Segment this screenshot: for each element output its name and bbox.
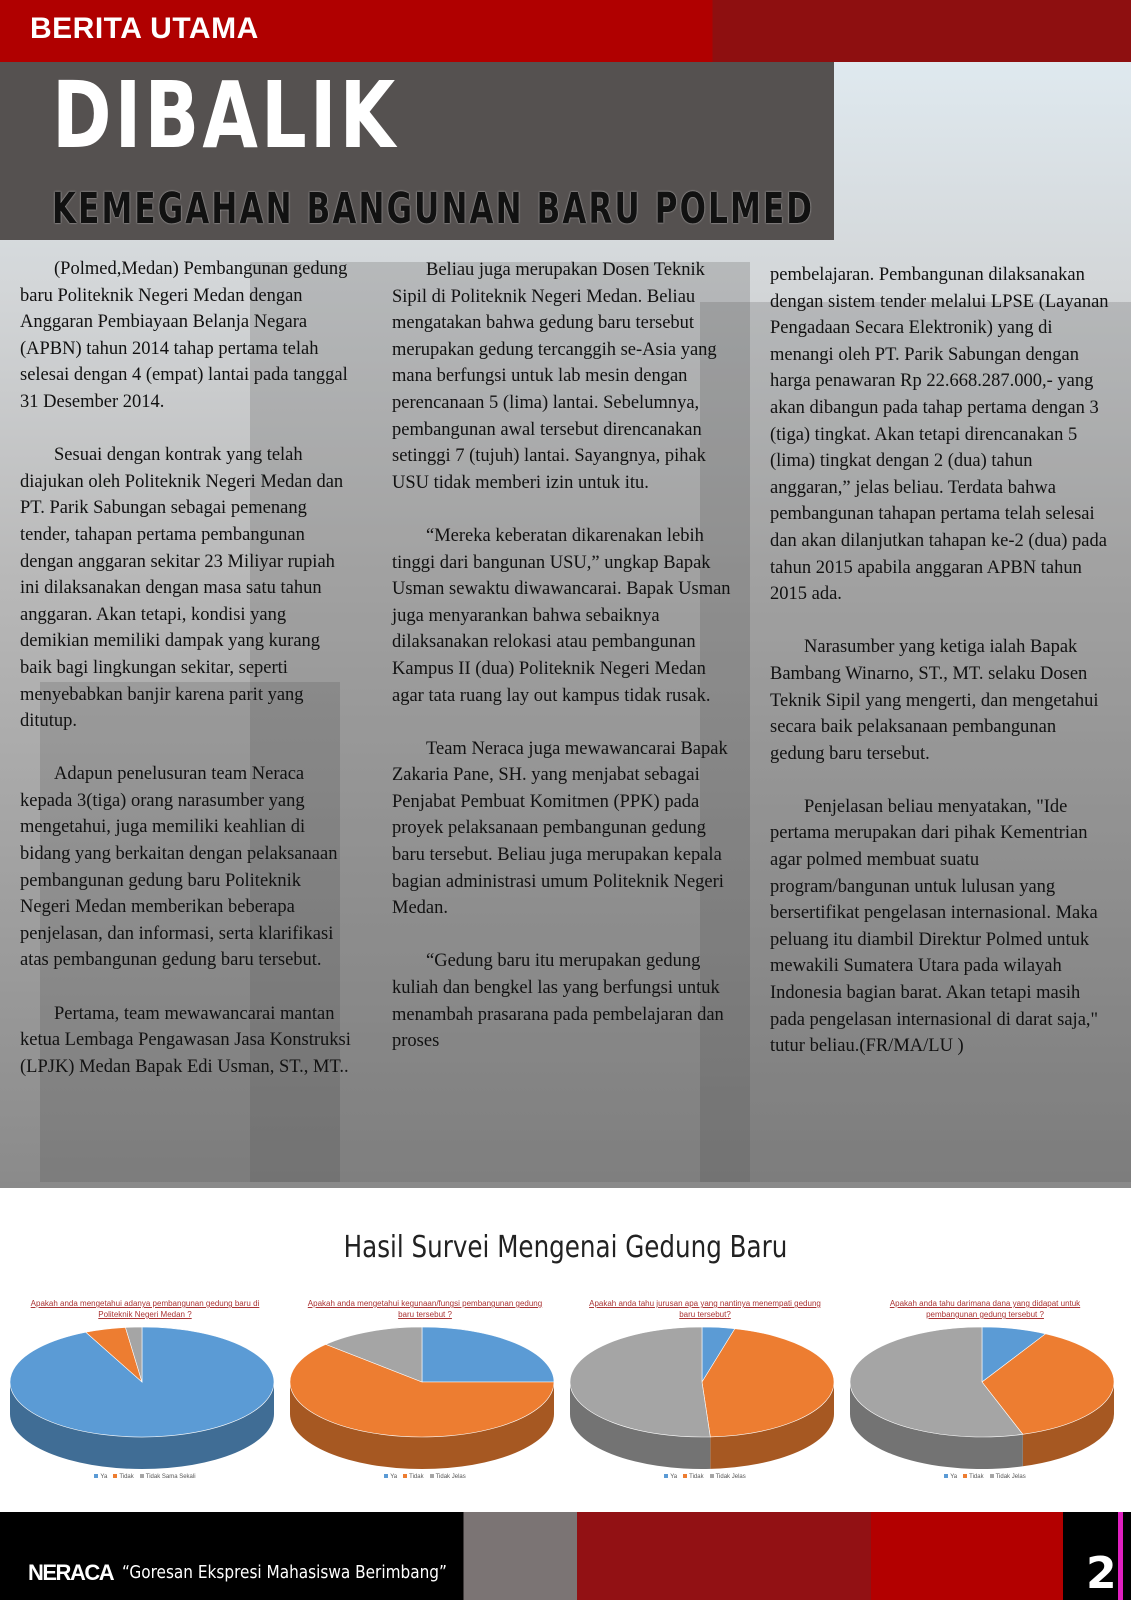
chart-title: Apakah anda tahu jurusan apa yang nantinya menempati gedung baru tersebut? (589, 1299, 821, 1319)
chart-legend (565, 1474, 845, 1480)
pie-chart (285, 1298, 565, 1508)
legend-entry (140, 1474, 196, 1480)
legend-label: Ya (100, 1474, 108, 1480)
article-column-2 (392, 257, 732, 1081)
paragraph: Penjelasan beliau menyatakan, "Ide pertama merupakan dari pihak Kementrian agar polmed membuat suatu program/bangunan untuk lulusan yang bersertifikat pengelasan internasional. Maka peluang itu diambil Direktur Polmed untuk mewakili Sumatera Utara pada wilayah Indonesia bagian barat. Akan tetapi masih pada pengelasan internasional di darat saja," tutur beliau.(FR/MA/LU ) (770, 796, 1099, 1057)
paragraph: Narasumber yang ketiga ialah Bapak Bambang Winarno, ST., MT. selaku Dosen Teknik Sipil yang mengerti, dan mengetahui secara baik pelaksanaan pembangunan gedung baru tersebut. (770, 637, 1099, 764)
legend-entry (384, 1474, 397, 1480)
headline: DIBALIK (52, 62, 399, 169)
legend-entry (683, 1474, 703, 1480)
legend-label: Tidak Jelas (435, 1474, 466, 1480)
chart-legend (5, 1474, 285, 1480)
legend-entry (430, 1474, 466, 1480)
legend-swatch (710, 1474, 714, 1478)
legend-label: Tidak (689, 1474, 704, 1480)
pie-chart (845, 1298, 1125, 1508)
legend-label: Tidak (969, 1474, 984, 1480)
survey-title: Hasil Survei Mengenai Gedung Baru (343, 1230, 788, 1265)
paragraph: Pertama, team mewawancarai mantan ketua Lembaga Pengawasan Jasa Konstruksi (LPJK) Medan Bapak Edi Usman, ST., MT.. (20, 1003, 351, 1077)
legend-swatch (683, 1474, 687, 1478)
legend-label: Ya (390, 1474, 398, 1480)
section-label: BERITA UTAMA (30, 12, 259, 45)
footer-bar (0, 1512, 1131, 1600)
legend-entry (963, 1474, 983, 1480)
paragraph: (Polmed,Medan) Pembangunan gedung baru Politeknik Negeri Medan dengan Anggaran Pembiayaan Belanja Negara (APBN) tahun 2014 tahap pertama telah selesai dengan 4 (empat) lantai pada tanggal 31 Desember 2014. (20, 259, 348, 412)
paragraph: Sesuai dengan kontrak yang telah diajukan oleh Politeknik Negeri Medan dan PT. Parik Sabungan sebagai pemenang tender, tahapan pertama pembangunan dengan anggaran sekitar 23 Miliyar rupiah ini dilaksanakan dengan masa satu tahun anggaran. Akan tetapi, kondisi yang demikian memiliki dampak yang kurang baik bagi lingkungan sekitar, seperti menyebabkan banjir karena parit yang ditutup. (20, 445, 344, 732)
page-number: 2 (1086, 1548, 1117, 1599)
paragraph: “Mereka keberatan dikarenakan lebih tinggi dari bangunan USU,” ungkap Bapak Usman sewaktu diwawancarai. Bapak Usman juga menyarankan bahwa sebaiknya dilaksanakan relokasi atau pembangunan Kampus II (dua) Politeknik Negeri Medan agar tata ruang lay out kampus tidak rusak. (392, 525, 731, 706)
legend-entry (113, 1474, 133, 1480)
legend-swatch (944, 1474, 948, 1478)
legend-swatch (990, 1474, 994, 1478)
legend-label: Tidak Jelas (715, 1474, 746, 1480)
legend-label: Ya (670, 1474, 678, 1480)
chart-title: Apakah anda tahu darimana dana yang didapat untuk pembangunan gedung tersebut ? (889, 1299, 1081, 1319)
slogan: “Goresan Ekspresi Mahasiswa Berimbang” (122, 1562, 447, 1583)
legend-entry (664, 1474, 677, 1480)
pie-chart (5, 1298, 285, 1508)
legend-swatch (94, 1474, 98, 1478)
legend-entry (710, 1474, 746, 1480)
legend-entry (94, 1474, 107, 1480)
article-column-3 (770, 262, 1110, 1086)
chart-legend (845, 1474, 1125, 1480)
accent-stripe (1118, 1512, 1123, 1600)
legend-swatch (384, 1474, 388, 1478)
article-column-1 (20, 256, 355, 1107)
legend-label: Tidak Sama Sekali (145, 1474, 196, 1480)
paragraph: pembelajaran. Pembangunan dilaksanakan dengan sistem tender melalui LPSE (Layanan Pengadaan Secara Elektronik) yang di menangi oleh PT. Parik Sabungan dengan harga penawaran Rp 22.668.287.000,- yang akan dibangun pada tahap pertama dengan 3 (tiga) tingkat. Akan tetapi direncanakan 5 (lima) tingkat dengan 2 (dua) tahun anggaran,” jelas beliau. Terdata bahwa pembangunan tahapan pertama telah selesai dan akan dilanjutkan tahapan ke-2 (dua) pada tahun 2015 apabila anggaran APBN tahun 2015 ada. (770, 265, 1109, 605)
legend-swatch (963, 1474, 967, 1478)
chart-title: Apakah anda mengetahui kegunaan/fungsi pembangunan gedung baru tersebut ? (307, 1299, 543, 1319)
chart-title: Apakah anda mengetahui adanya pembangunan gedung baru di Politeknik Negeri Medan ? (30, 1299, 260, 1319)
chart-legend (285, 1474, 565, 1480)
legend-label: Tidak (119, 1474, 134, 1480)
legend-swatch (403, 1474, 407, 1478)
brand-logo: NERACA (28, 1560, 114, 1585)
paragraph: Team Neraca juga mewawancarai Bapak Zakaria Pane, SH. yang menjabat sebagai Penjabat Pembuat Komitmen (PPK) pada proyek pelaksanaan pembangunan gedung baru tersebut. Beliau juga merupakan kepala bagian administrasi umum Politeknik Negeri Medan. (392, 738, 728, 919)
legend-entry (403, 1474, 423, 1480)
subheadline: KEMEGAHAN BANGUNAN BARU POLMED (52, 184, 815, 234)
legend-swatch (430, 1474, 434, 1478)
legend-label: Ya (950, 1474, 958, 1480)
pie-slice-ya (422, 1327, 554, 1382)
paragraph: “Gedung baru itu merupakan gedung kuliah dan bengkel las yang berfungsi untuk menambah prasarana pada pembelajaran dan proses (392, 951, 724, 1052)
legend-swatch (664, 1474, 668, 1478)
pie-chart (565, 1298, 845, 1508)
legend-entry (990, 1474, 1026, 1480)
legend-entry (944, 1474, 957, 1480)
legend-swatch (113, 1474, 117, 1478)
legend-label: Tidak (409, 1474, 424, 1480)
paragraph: Beliau juga merupakan Dosen Teknik Sipil di Politeknik Negeri Medan. Beliau mengatakan bahwa gedung baru tersebut merupakan gedung tercanggih se-Asia yang mana berfungsi untuk lab mesin dengan perencanaan 5 (lima) lantai. Sebelumnya, pembangunan awal tersebut direncanakan setinggi 7 (tujuh) lantai. Sayangnya, pihak USU tidak memberi izin untuk itu. (392, 260, 717, 493)
legend-swatch (140, 1474, 144, 1478)
paragraph: Adapun penelusuran team Neraca kepada 3(tiga) orang narasumber yang mengetahui, juga memiliki keahlian di bidang yang berkaitan dengan pelaksanaan pembangunan gedung baru Politeknik Negeri Medan memberikan beberapa penjelasan, dan informasi, serta klarifikasi atas pembangunan gedung baru tersebut. (20, 764, 338, 971)
legend-label: Tidak Jelas (995, 1474, 1026, 1480)
